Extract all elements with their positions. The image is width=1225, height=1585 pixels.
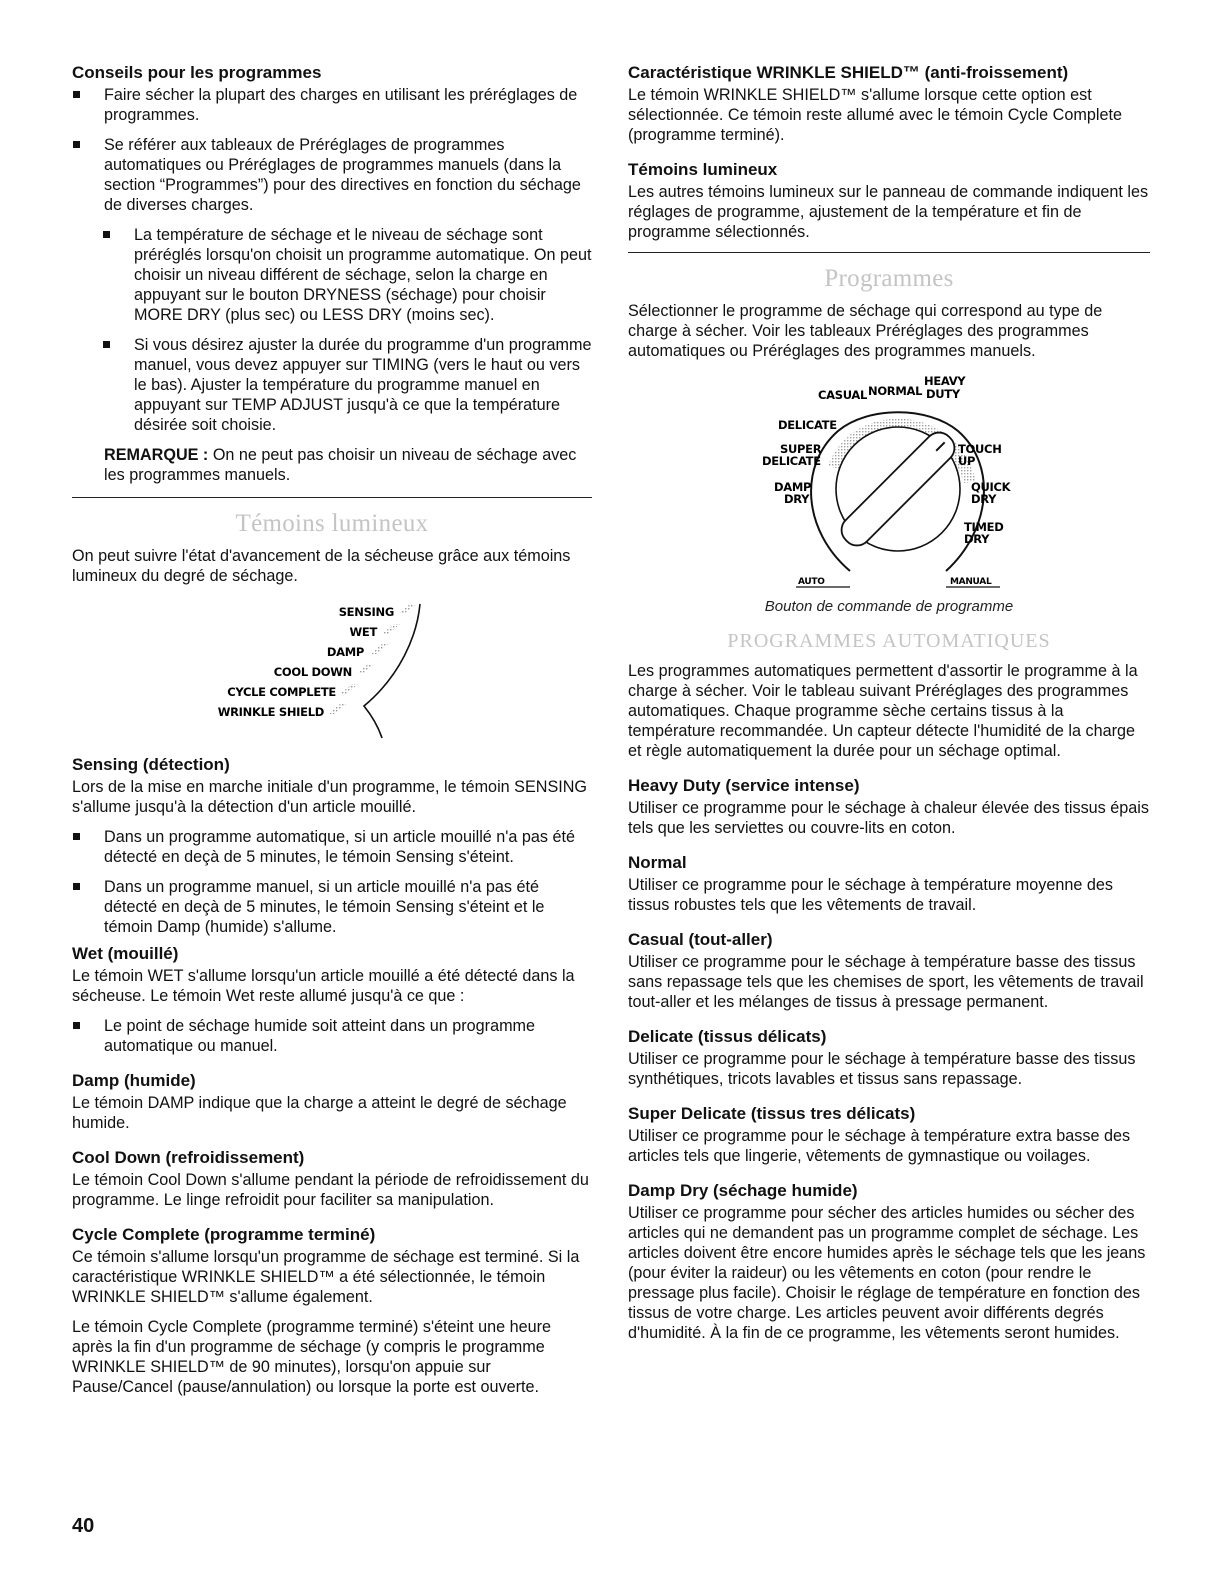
indicator-light-wet (382, 624, 400, 634)
damp-heading: Damp (humide) (72, 1071, 196, 1090)
dial-label-heavy-1: HEAVY (924, 374, 966, 388)
dial-label-super-1: SUPER (780, 442, 822, 456)
dial-label-delicate: DELICATE (778, 418, 837, 432)
conseils-subbullet-1: La température de séchage et le niveau de séchage sont préréglés lorsqu'on choisit un programme automatique. On peut choisir un niveau différent de séchage, selon la charge en appuyant sur le bouton DRYNESS (séchage) pour choisir MORE DRY (plus sec) ou LESS DRY (moins sec). (72, 225, 592, 325)
superdelicate-text: Utiliser ce programme pour le séchage à température extra basse des articles tels que lingerie, vêtements de gymnastique ou voilages. (628, 1127, 1131, 1165)
dial-label-casual: CASUAL (818, 388, 868, 402)
programmes-section-title: Programmes (824, 265, 954, 292)
remarque-note (72, 445, 592, 485)
delicate-heading: Delicate (tissus délicats) (628, 1027, 827, 1046)
wrinkle-text: Le témoin WRINKLE SHIELD™ s'allume lorsque cette option est sélectionnée. Ce témoin reste allumé avec le témoin Cycle Complete (programme terminé). (628, 86, 1122, 144)
temoins-right-heading: Témoins lumineux (628, 160, 778, 179)
normal-heading: Normal (628, 853, 687, 872)
conseils-subbullet-2: Si vous désirez ajuster la durée du programme d'un programme manuel, vous devez appuyer sur TIMING (vers le haut ou vers le bas). Ajuster la température du programme manuel en appuyant sur TEMP ADJUST jusqu'à ce que la température désirée soit choisie. (72, 335, 592, 435)
cyclecomplete-text-2: Le témoin Cycle Complete (programme terminé) s'éteint une heure après la fin d'un programme de séchage (y compris le programme WRINKLE SHIELD™ de 90 minutes), lorsqu'on appuie sur Pause/Cancel (pause/annulation) ou lorsque la porte est ouverte. (72, 1318, 552, 1396)
dial-label-touch-2: UP (958, 454, 976, 468)
indicator-light-wrinkle-shield (328, 704, 346, 714)
wet-bullet-1: Le point de séchage humide soit atteint dans un programme automatique ou manuel. (72, 1016, 592, 1056)
indicator-label-cool-down: COOL DOWN (273, 665, 352, 679)
dial-label-super-2: DELICATE (762, 454, 821, 468)
cycle-control-knob-figure (628, 371, 1150, 591)
delicate-text: Utiliser ce programme pour le séchage à température basse des tissus synthétiques, tricots lavables et tissus sans repassage. (628, 1050, 1136, 1088)
conseils-bullet-2: Se référer aux tableaux de Préréglages de programmes automatiques ou Préréglages de programmes manuels (dans la section “Programmes”) pour des directives en fonction du séchage de diverses charges. (72, 135, 592, 215)
dial-label-timed-2: DRY (964, 532, 990, 546)
cyclecomplete-text-1: Ce témoin s'allume lorsqu'un programme de séchage est terminé. Si la caractéristique WRINKLE SHIELD™ a été sélectionnée, le témoin WRINKLE SHIELD™ s'allume également. (72, 1248, 580, 1306)
casual-heading: Casual (tout-aller) (628, 930, 773, 949)
dial-label-heavy-2: DUTY (926, 387, 960, 401)
remarque-label: REMARQUE : (104, 446, 209, 464)
indicator-label-damp: DAMP (326, 645, 364, 659)
dial-label-timed-1: TIMED (964, 520, 1004, 534)
temoins-right-text: Les autres témoins lumineux sur le panneau de commande indiquent les réglages de programme, ajustement de la température et fin de programme sélectionnés. (628, 183, 1149, 241)
indicator-label-sensing: SENSING (338, 605, 394, 619)
section-divider-right (628, 252, 1150, 253)
auto-programs-text: Les programmes automatiques permettent d'assortir le programme à la charge à sécher. Voir le tableau suivant Préréglages des programmes automatiques. Chaque programme sèche certains tissus à la température recommandée. Un capteur détecte l'humidité de la charge et règle automatiquement la durée pour un séchage optimal. (628, 662, 1138, 760)
cooldown-text: Le témoin Cool Down s'allume pendant la période de refroidissement du programme. Le linge refroidit pour faciliter sa manipulation. (72, 1171, 589, 1209)
sensing-bullet-2: Dans un programme manuel, si un article mouillé n'a pas été détecté en deçà de 5 minutes, le témoin Sensing s'éteint et le témoin Damp (humide) s'allume. (72, 877, 592, 937)
temoins-intro: On peut suivre l'état d'avancement de la sécheuse grâce aux témoins lumineux du degré de séchage. (72, 547, 571, 585)
dial-label-touch-1: TOUCH (958, 442, 1002, 456)
dampdry-heading: Damp Dry (séchage humide) (628, 1181, 858, 1200)
dial-label-quick-1: QUICK (971, 480, 1011, 494)
wrinkle-heading: Caractéristique WRINKLE SHIELD™ (anti-froissement) (628, 63, 1069, 82)
heavy-text: Utiliser ce programme pour le séchage à chaleur élevée des tissus épais tels que les serviettes ou couvre-lits en coton. (628, 799, 1149, 837)
superdelicate-heading: Super Delicate (tissus tres délicats) (628, 1104, 916, 1123)
heavy-heading: Heavy Duty (service intense) (628, 776, 860, 795)
sensing-text: Lors de la mise en marche initiale d'un programme, le témoin SENSING s'allume jusqu'à la détection d'un article mouillé. (72, 778, 588, 816)
dial-label-manual: MANUAL (950, 577, 992, 587)
dial-label-quick-2: DRY (971, 492, 997, 506)
conseils-bullet-1: Faire sécher la plupart des charges en utilisant les préréglages de programmes. (72, 85, 592, 125)
dial-label-auto: AUTO (798, 577, 825, 587)
remarque-text: On ne peut pas choisir un niveau de séchage avec les programmes manuels. (104, 446, 577, 484)
dial-label-damp-1: DAMP (774, 480, 812, 494)
indicator-label-wet: WET (349, 625, 377, 639)
indicator-label-wrinkle-shield: WRINKLE SHIELD (217, 705, 324, 719)
indicator-light-sensing (398, 604, 416, 614)
normal-text: Utiliser ce programme pour le séchage à température moyenne des tissus robustes tels que les vêtements de travail. (628, 876, 1113, 914)
dial-label-damp-2: DRY (784, 492, 810, 506)
cyclecomplete-heading: Cycle Complete (programme terminé) (72, 1225, 376, 1244)
sensing-bullet-1: Dans un programme automatique, si un article mouillé n'a pas été détecté en deçà de 5 minutes, le témoin Sensing s'éteint. (72, 827, 592, 867)
dial-label-normal: NORMAL (868, 384, 923, 398)
left-column (72, 62, 592, 1407)
sensing-heading: Sensing (détection) (72, 755, 230, 774)
programmes-text: Sélectionner le programme de séchage qui correspond au type de charge à sécher. Voir les tableaux Préréglages des programmes automatiques ou Préréglages des programmes manuels. (628, 302, 1103, 360)
page-number: 40 (72, 1515, 95, 1537)
damp-text: Le témoin DAMP indique que la charge a atteint le degré de séchage humide. (72, 1094, 567, 1132)
dampdry-text: Utiliser ce programme pour sécher des articles humides ou sécher des articles qui ne demandent pas un programme complet de séchage. Les articles doivent être encore humides après le séchage tels que les jeans (pour éviter la raideur) ou les vêtements en coton (pour rendre le pressage plus facile). Choisir le réglage de température en fonction des tissus de votre charge. Les articles peuvent avoir différents degrés d'humidité. À la fin de ce programme, les vêtements seront humides. (628, 1204, 1146, 1342)
knob-caption: Bouton de commande de programme (764, 598, 1014, 615)
wet-text: Le témoin WET s'allume lorsqu'un article mouillé a été détecté dans la sécheuse. Le témoin Wet reste allumé jusqu'à ce que : (72, 967, 575, 1005)
indicator-light-cool-down (356, 664, 374, 674)
section-divider (72, 497, 592, 498)
right-column (628, 62, 1150, 1353)
casual-text: Utiliser ce programme pour le séchage à température basse des tissus sans repassage tels que les chemises de sport, les vêtements de travail tout-aller et les mélanges de tissus à pressage permanent. (628, 953, 1144, 1011)
indicator-label-cycle-complete: CYCLE COMPLETE (227, 685, 336, 699)
indicator-light-cycle-complete (340, 684, 358, 694)
temoins-section-title: Témoins lumineux (235, 510, 429, 537)
indicator-lights-figure (72, 596, 592, 746)
indicator-light-damp (370, 644, 388, 654)
auto-programs-title: PROGRAMMES AUTOMATIQUES (727, 630, 1051, 652)
conseils-heading: Conseils pour les programmes (72, 63, 322, 82)
cooldown-heading: Cool Down (refroidissement) (72, 1148, 305, 1167)
wet-heading: Wet (mouillé) (72, 944, 179, 963)
